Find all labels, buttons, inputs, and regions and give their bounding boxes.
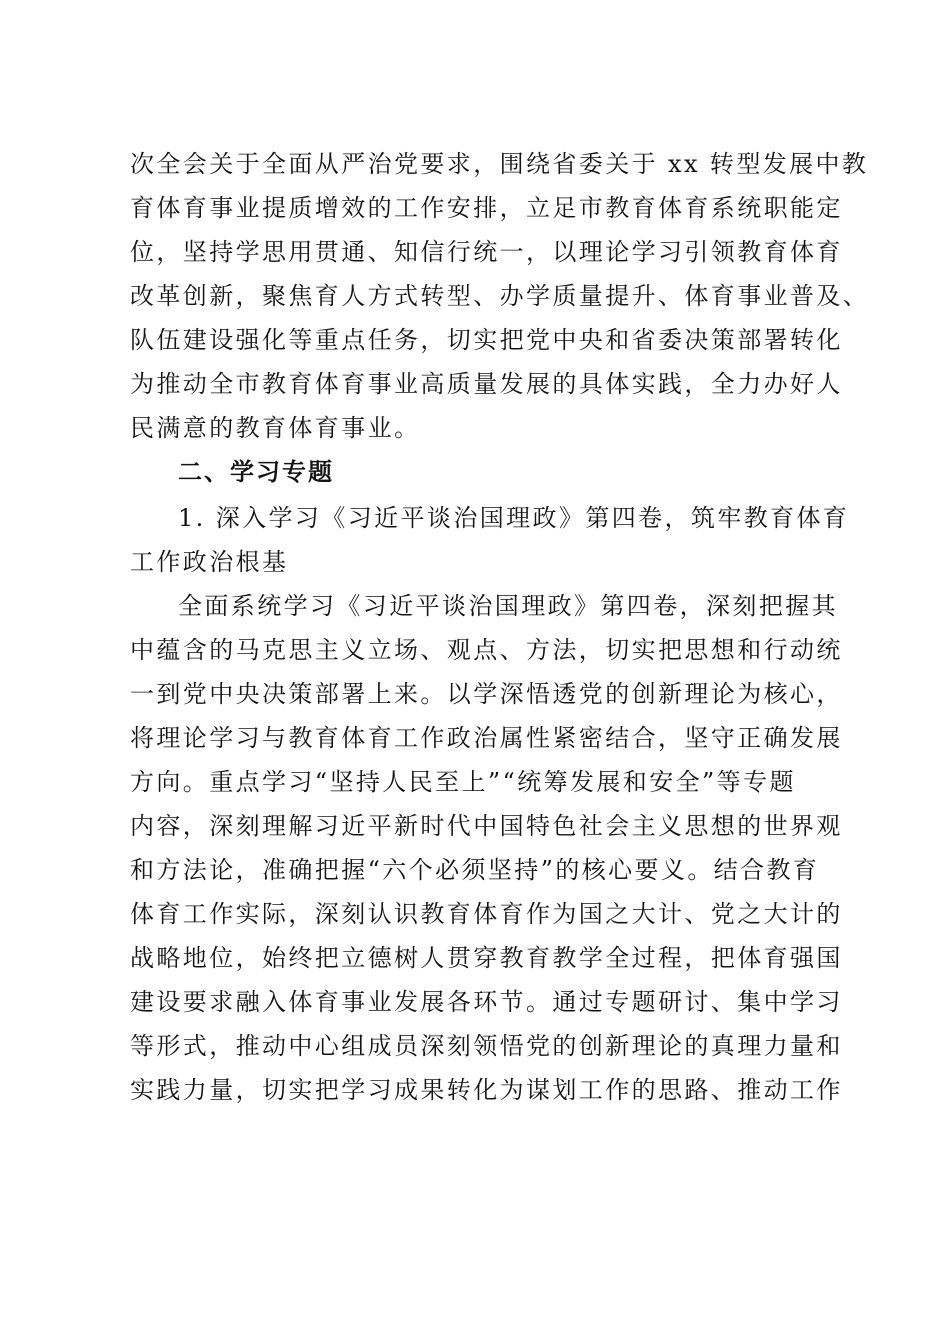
- paragraph-line: 育体育事业提质增效的工作安排，立足市教育体育系统职能定: [130, 194, 843, 222]
- paragraph-line: 改革创新，聚焦育人方式转型、办学质量提升、体育事业普及、: [130, 282, 870, 310]
- paragraph-line: 全面系统学习《习近平谈治国理政》第四卷，深刻把握其: [178, 592, 838, 620]
- subheading-line: 1. 深入学习《习近平谈治国理政》第四卷，筑牢教育体育: [178, 504, 850, 532]
- paragraph-line: 内容，深刻理解习近平新时代中国特色社会主义思想的世界观: [130, 812, 843, 840]
- paragraph-line: 战略地位，始终把立德树人贯穿教育教学全过程，把体育强国: [130, 944, 843, 972]
- paragraph-line: 位，坚持学思用贯通、知信行统一，以理论学习引领教育体育: [130, 238, 843, 266]
- paragraph-line: 和方法论，准确把握“六个必须坚持”的核心要义。结合教育: [130, 856, 820, 884]
- section-heading: 二、学习专题: [178, 458, 334, 486]
- paragraph-line: 实践力量，切实把学习成果转化为谋划工作的思路、推动工作: [130, 1076, 843, 1104]
- paragraph-line: 中蕴含的马克思主义立场、观点、方法，切实把思想和行动统: [130, 636, 843, 664]
- paragraph-line: 民满意的教育体育事业。: [130, 414, 421, 442]
- paragraph-line: 体育工作实际，深刻认识教育体育作为国之大计、党之大计的: [130, 900, 843, 928]
- paragraph-line: 等形式，推动中心组成员深刻领悟党的创新理论的真理力量和: [130, 1032, 843, 1060]
- paragraph-line: 一到党中央决策部署上来。以学深悟透党的创新理论为核心，: [130, 680, 843, 708]
- paragraph-line: 方向。重点学习“坚持人民至上”“统筹发展和安全”等专题: [130, 768, 796, 796]
- paragraph-line: 队伍建设强化等重点任务，切实把党中央和省委决策部署转化: [130, 326, 843, 354]
- paragraph-line: 为推动全市教育体育事业高质量发展的具体实践，全力办好人: [130, 370, 843, 398]
- subheading-line: 工作政治根基: [130, 548, 289, 576]
- paragraph-line: 次全会关于全面从严治党要求，围绕省委关于 xx 转型发展中教: [130, 150, 869, 178]
- paragraph-line: 将理论学习与教育体育工作政治属性紧密结合，坚守正确发展: [130, 724, 843, 752]
- paragraph-line: 建设要求融入体育事业发展各环节。通过专题研讨、集中学习: [130, 988, 843, 1016]
